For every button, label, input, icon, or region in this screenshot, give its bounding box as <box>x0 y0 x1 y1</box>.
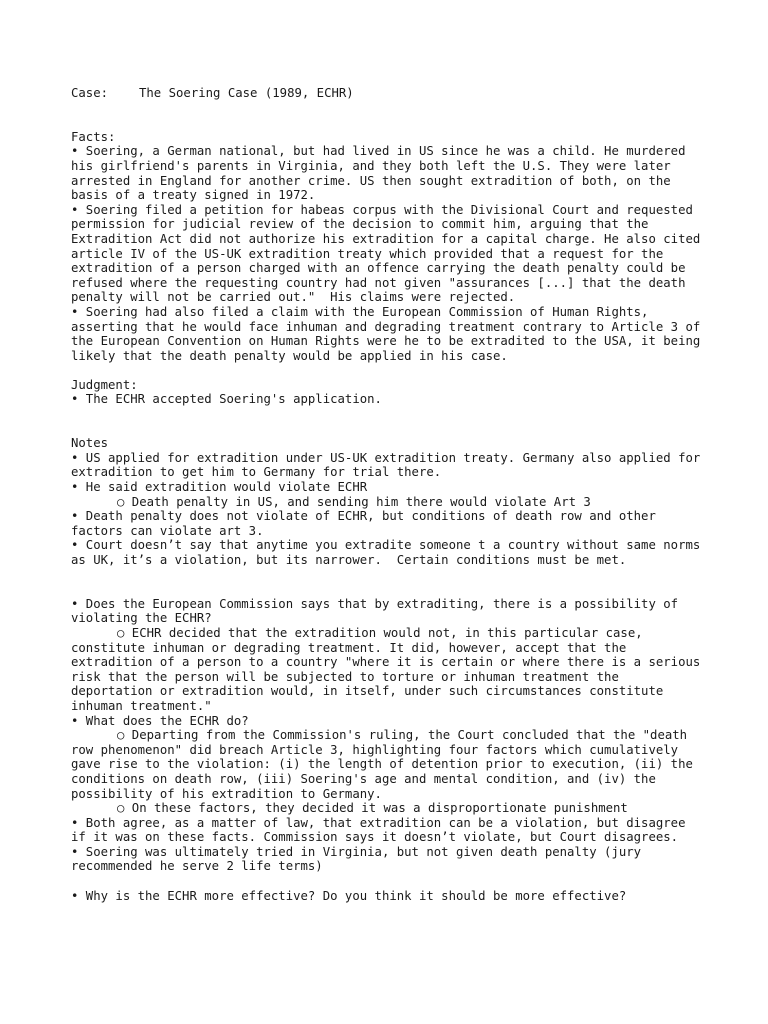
notes-heading: Notes <box>71 436 109 451</box>
discussion-subitem <box>71 728 701 801</box>
document-page <box>71 86 708 903</box>
case-line <box>71 86 701 101</box>
discussion-item: • Both agree, as a matter of law, that extradition can be a violation, but disagree if it was on these facts. Commission says it doesn’t violate, but Court disagrees. <box>71 815 693 845</box>
notes-item: • He said extradition would violate ECHR <box>71 480 368 495</box>
notes-item: • US applied for extradition under US-UK extradition treaty. Germany also applied for extradition to get him to Germany for trial there. <box>71 450 708 480</box>
discussion-subitem: ○ On these factors, they decided it was a disproportionate punishment <box>117 801 628 816</box>
discussion-item: • Soering was ultimately tried in Virginia, but not given death penalty (jury recommended he serve 2 life terms) <box>71 844 649 874</box>
judgment-heading: Judgment: <box>71 377 138 392</box>
notes-item: • Court doesn’t say that anytime you extradite someone t a country without same norms as UK, it’s a violation, but its narrower. Certain conditions must be met. <box>71 538 708 567</box>
facts-paragraph: • Soering filed a petition for habeas corpus with the Divisional Court and requested permission for judicial review of the decision to commit him, arguing that the Extradition Act did not authorize his extradition for a capital charge. He also cited article IV of the US-UK extradition treaty which provided that a request for the extradition of a person charged with an offence carrying the death penalty could be refused where the requesting country had not given "assurances [...] that the death penalty will not be carried out." His claims were rejected. <box>71 202 708 305</box>
facts-paragraph: • Soering had also filed a claim with the European Commission of Human Rights, asserting that he would face inhuman and degrading treatment contrary to Article 3 of the European Convention on Human Rights were he to be extradited to the USA, it being likely that the death penalty would be applied in his case. <box>71 304 708 363</box>
facts-paragraph: • Soering, a German national, but had lived in US since he was a child. He murdered his girlfriend's parents in Virginia, and they both left the U.S. They were later arrested in England for another crime. US then sought extradition of both, on the basis of a treaty signed in 1972. <box>71 144 693 203</box>
facts-heading: Facts: <box>71 129 116 144</box>
discussion-subitem-text: ○ ECHR decided that the extradition would not, in this particular case, constitute inhuman or degrading treatment. It did, however, accept that the extradition of a person to a country "where it is certain or where there is a serious risk that the person will be subjected to torture or inhuman treatment the deportation or extradition would, in itself, under such circumstances constitute inhuman treatment." <box>71 625 708 713</box>
discussion-subitem <box>71 625 708 714</box>
notes-item: • Death penalty does not violate of ECHR, but conditions of death row and other factors can violate art 3. <box>71 509 664 538</box>
discussion-item: • Does the European Commission says that by extraditing, there is a possibility of violating the ECHR? <box>71 596 686 626</box>
notes-subitem: ○ Death penalty in US, and sending him there would violate Art 3 <box>117 494 591 509</box>
discussion-subitem-text: ○ Departing from the Commission's ruling, the Court concluded that the "death row phenomenon" did breach Article 3, highlighting four factors which cumulatively gave rise to the violation: (i) the length of detention prior to execution, (ii) the conditions on death row, (iii) Soering's age and mental condition, and (iv) the possibility of his extradition to Germany. <box>71 728 701 801</box>
case-label: Case: <box>71 86 109 100</box>
closing-question: • Why is the ECHR more effective? Do you think it should be more effective? <box>71 888 627 903</box>
case-title: The Soering Case (1989, ECHR) <box>139 86 354 100</box>
judgment-paragraph: • The ECHR accepted Soering's application. <box>71 392 382 407</box>
discussion-item: • What does the ECHR do? <box>71 713 249 728</box>
